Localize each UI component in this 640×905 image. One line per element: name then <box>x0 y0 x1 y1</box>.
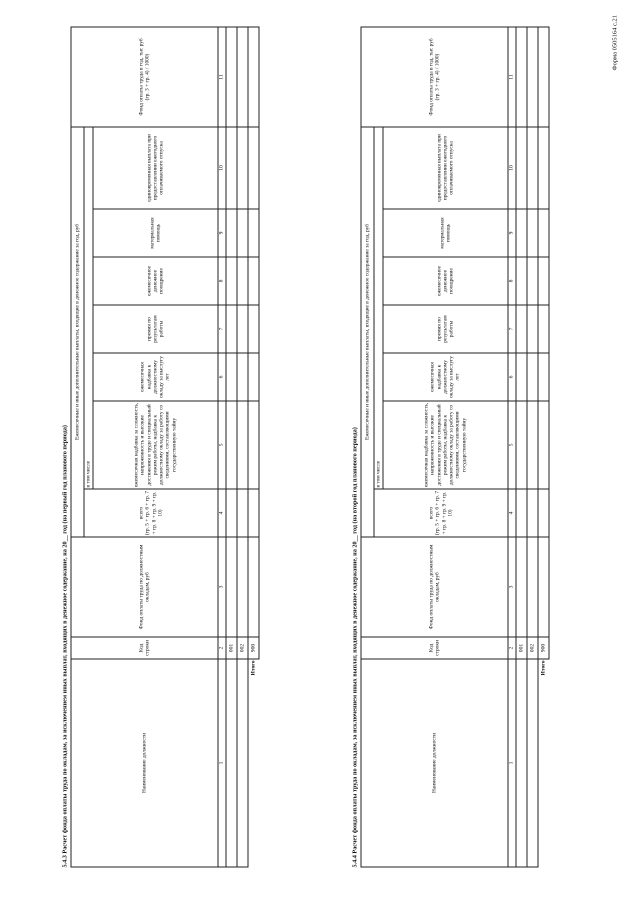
cell[interactable] <box>237 209 248 257</box>
header-fund-total-formula: (гр. 3 + гр. 4) / 1000) <box>144 53 150 100</box>
header-sub-4: ежемесячное денежное поощрение <box>93 257 218 305</box>
table-row-total <box>248 26 259 866</box>
cell[interactable] <box>516 401 527 489</box>
cell[interactable] <box>248 26 259 126</box>
cell[interactable] <box>538 26 549 126</box>
cell[interactable] <box>538 257 549 305</box>
header-code: Код строки <box>71 637 218 659</box>
header-total-label: всего <box>428 506 435 519</box>
cell[interactable] <box>516 537 527 637</box>
col-number: 10 <box>218 126 226 208</box>
cell[interactable] <box>226 257 237 305</box>
header-sub-5: материальная помощь <box>383 209 508 257</box>
header-sub-3: премия по результатам работы <box>93 305 218 353</box>
col-number: 4 <box>218 489 226 537</box>
cell[interactable] <box>237 257 248 305</box>
table-row <box>516 26 527 866</box>
header-sub-2: ежемесячная надбавка к должностному окладу за выслугу лет <box>93 353 218 401</box>
col-number: 5 <box>508 401 516 489</box>
cell[interactable] <box>527 26 538 126</box>
cell-position[interactable] <box>516 659 527 867</box>
cell[interactable] <box>248 257 259 305</box>
header-code: Код строки <box>361 637 508 659</box>
header-total <box>84 489 218 537</box>
payroll-table <box>360 26 549 867</box>
cell[interactable] <box>516 209 527 257</box>
cell[interactable] <box>248 209 259 257</box>
header-sub-4: ежемесячное денежное поощрение <box>383 257 508 305</box>
col-number: 1 <box>508 659 516 867</box>
col-number: 9 <box>218 209 226 257</box>
cell[interactable] <box>527 305 538 353</box>
header-sub-2: ежемесячная надбавка к должностному окладу за выслугу лет <box>383 353 508 401</box>
header-fund-total-formula: (гр. 3 + гр. 4) / 1000) <box>434 53 440 100</box>
cell[interactable] <box>527 489 538 537</box>
row-code: 002 <box>527 637 538 659</box>
cell[interactable] <box>527 353 538 401</box>
col-number: 4 <box>508 489 516 537</box>
header-group: Ежемесячные и иные дополнительные выплаты, входящие в денежное содержание за год, руб <box>361 126 374 536</box>
cell[interactable] <box>538 489 549 537</box>
cell[interactable] <box>538 353 549 401</box>
col-number: 6 <box>508 353 516 401</box>
cell[interactable] <box>248 401 259 489</box>
row-code: 001 <box>226 637 237 659</box>
cell[interactable] <box>527 537 538 637</box>
header-sub-6: единовременная выплата при предоставлении ежегодного оплачиваемого отпуска <box>383 126 508 208</box>
cell-position[interactable] <box>226 659 237 867</box>
cell[interactable] <box>516 353 527 401</box>
col-number: 11 <box>508 26 516 126</box>
cell[interactable] <box>226 401 237 489</box>
cell[interactable] <box>527 401 538 489</box>
cell[interactable] <box>538 537 549 637</box>
header-fund-by-salary: Фонд оплаты труда по должностным окладам, руб <box>361 537 508 637</box>
header-fund-total <box>361 26 508 126</box>
header-fund-by-salary: Фонд оплаты труда по должностным окладам, руб <box>71 537 218 637</box>
col-number: 3 <box>218 537 226 637</box>
row-code: 900 <box>248 637 259 659</box>
header-position: Наименование должности <box>71 659 218 867</box>
cell[interactable] <box>226 353 237 401</box>
itogo-label: Итого <box>540 660 547 676</box>
cell[interactable] <box>226 26 237 126</box>
cell[interactable] <box>248 489 259 537</box>
cell[interactable] <box>237 353 248 401</box>
cell-position[interactable] <box>237 659 248 867</box>
header-total-formula: (гр. 5 + гр. 6 + гр. 7 + гр. 8 + гр. 9 + гр. 10) <box>144 490 163 535</box>
table-row <box>527 26 538 866</box>
header-total <box>374 489 508 537</box>
table-row-total <box>538 26 549 866</box>
cell[interactable] <box>226 489 237 537</box>
cell[interactable] <box>527 257 538 305</box>
row-code: 001 <box>516 637 527 659</box>
header-position: Наименование должности <box>361 659 508 867</box>
cell[interactable] <box>527 209 538 257</box>
cell[interactable] <box>248 126 259 208</box>
table-row <box>226 26 237 866</box>
col-number: 7 <box>218 305 226 353</box>
col-number: 7 <box>508 305 516 353</box>
cell[interactable] <box>237 537 248 637</box>
col-number: 8 <box>508 257 516 305</box>
header-sub-6: единовременная выплата при предоставлении ежегодного оплачиваемого отпуска <box>93 126 218 208</box>
cell[interactable] <box>226 305 237 353</box>
section-title: 5.4.3 Расчет фонда оплаты труда по окладам, за исключением иных выплат, входящих в денежное содержание, на 20__ год (на первый год планового периода) <box>61 424 68 867</box>
cell[interactable] <box>516 489 527 537</box>
cell[interactable] <box>237 26 248 126</box>
row-code: 002 <box>237 637 248 659</box>
cell[interactable] <box>248 305 259 353</box>
cell[interactable] <box>248 537 259 637</box>
cell[interactable] <box>516 26 527 126</box>
header-total-formula: (гр. 5 + гр. 6 + гр. 7 + гр. 8 + гр. 9 + гр. 10) <box>434 490 453 535</box>
cell[interactable] <box>237 401 248 489</box>
col-number: 5 <box>218 401 226 489</box>
cell[interactable] <box>237 305 248 353</box>
cell[interactable] <box>226 126 237 208</box>
cell-position[interactable] <box>527 659 538 867</box>
cell[interactable] <box>248 353 259 401</box>
col-number: 8 <box>218 257 226 305</box>
col-number: 10 <box>508 126 516 208</box>
payroll-table <box>70 26 259 867</box>
header-including: в том числе <box>374 126 383 488</box>
header-fund-total-label: Фонд оплаты труда в год, тыс руб <box>137 37 144 116</box>
header-fund-total-label: Фонд оплаты труда в год, тыс руб <box>427 37 434 116</box>
cell[interactable] <box>527 126 538 208</box>
cell[interactable] <box>516 126 527 208</box>
col-number: 2 <box>218 637 226 659</box>
col-number: 2 <box>508 637 516 659</box>
header-sub-1: ежемесячная надбавка за сложность, напряженность и высокие достижения в труде и специальный режим работы, надбавка к должностному окладу за работу со сведениями, составляющими государственную тайну <box>93 401 218 489</box>
header-fund-total <box>71 26 218 126</box>
cell[interactable] <box>538 126 549 208</box>
header-sub-3: премия по результатам работы <box>383 305 508 353</box>
col-number: 1 <box>218 659 226 867</box>
form-code: Форма 0505164 с.21 <box>611 14 618 70</box>
cell[interactable] <box>226 537 237 637</box>
cell[interactable] <box>226 209 237 257</box>
header-sub-1: ежемесячная надбавка за сложность, напряженность и высокие достижения в труде и специальный режим работы, надбавка к должностному окладу за работу со сведениями, составляющими государственную тайну <box>383 401 508 489</box>
header-sub-5: материальная помощь <box>93 209 218 257</box>
cell[interactable] <box>538 305 549 353</box>
table-row <box>237 26 248 866</box>
row-code: 900 <box>538 637 549 659</box>
col-number: 11 <box>218 26 226 126</box>
header-total-label: всего <box>138 506 145 519</box>
header-including: в том числе <box>84 126 93 488</box>
cell[interactable] <box>516 305 527 353</box>
col-number: 6 <box>218 353 226 401</box>
cell[interactable] <box>516 257 527 305</box>
itogo-label: Итого <box>250 660 257 676</box>
header-group: Ежемесячные и иные дополнительные выплаты, входящие в денежное содержание за год, руб <box>71 126 84 536</box>
cell[interactable] <box>237 489 248 537</box>
cell[interactable] <box>538 209 549 257</box>
section-title: 5.4.4 Расчет фонда оплаты труда по окладам, за исключением иных выплат, входящих в денежное содержание, на 20__ год (на второй год планового периода) <box>351 426 358 867</box>
cell[interactable] <box>237 126 248 208</box>
col-number: 3 <box>508 537 516 637</box>
cell[interactable] <box>538 401 549 489</box>
col-number: 9 <box>508 209 516 257</box>
